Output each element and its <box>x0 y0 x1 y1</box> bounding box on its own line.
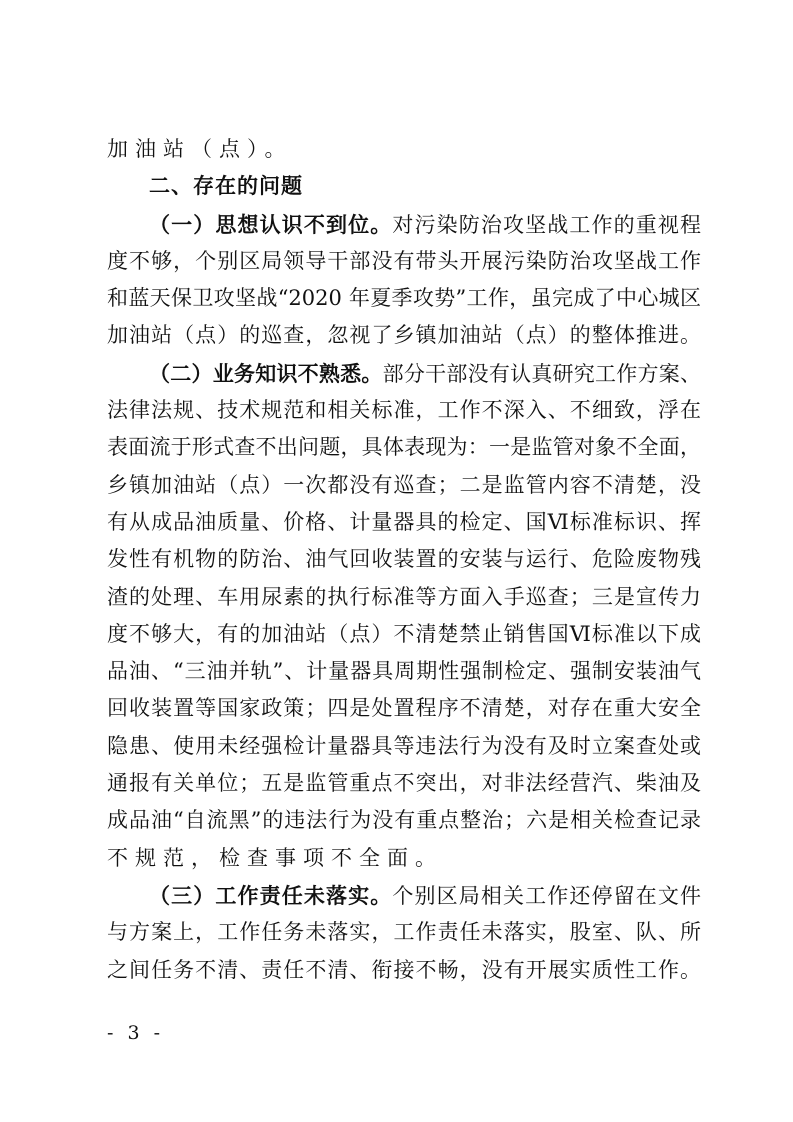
text-line: 发性有机物的防治、油气回收装置的安装与运行、危险废物残 <box>107 547 701 572</box>
section-heading: 二、存在的问题 <box>149 174 303 199</box>
paragraph-lead: （二）业务知识不熟悉。 <box>149 360 383 386</box>
text-line: 之间任务不清、责任不清、衔接不畅，没有开展实质性工作。 <box>107 957 701 982</box>
text: 个别区局相关工作还停留在文件 <box>392 883 701 908</box>
text-line: 通报有关单位；五是监管重点不突出，对非法经营汽、柴油及 <box>107 771 701 796</box>
text-line: 隐患、使用未经强检计量器具等违法行为没有及时立案查处或 <box>107 733 701 758</box>
text-line: 成品油“自流黑”的违法行为没有重点整治；六是相关检查记录 <box>107 808 701 833</box>
text-line: 和蓝天保卫攻坚战“2020 年夏季攻势”工作，虽完成了中心城区 <box>107 286 701 311</box>
text-line: 乡镇加油站（点）一次都没有巡查；二是监管内容不清楚，没 <box>107 472 701 497</box>
text-line: 回收装置等国家政策；四是处置程序不清楚，对存在重大安全 <box>107 696 701 721</box>
text-line: 加油站（点）。 <box>107 137 293 161</box>
text-line: 渣的处理、车用尿素的执行标准等方面入手巡查；三是宣传力 <box>107 584 701 609</box>
page-number: - 3 - <box>107 1022 165 1044</box>
paragraph-3-first-line <box>107 877 701 914</box>
paragraph-1-first-line <box>107 206 701 243</box>
text-line: 品油、“三油并轨”、计量器具周期性强制检定、强制安装油气 <box>107 659 701 684</box>
text-line: 表面流于形式查不出问题，具体表现为：一是监管对象不全面， <box>107 435 701 460</box>
text: 对污染防治攻坚战工作的重视程 <box>392 212 701 237</box>
text-line: 有从成品油质量、价格、计量器具的检定、国Ⅵ标准标识、挥 <box>107 509 701 534</box>
text: 部分干部没有认真研究工作方案、 <box>382 361 701 386</box>
paragraph-lead: （一）思想认识不到位。 <box>149 211 393 237</box>
text-line: 法律法规、技术规范和相关标准，工作不深入、不细致，浮在 <box>107 398 701 423</box>
document-body <box>107 131 701 989</box>
paragraph-2-first-line <box>107 355 701 392</box>
paragraph-lead: （三）工作责任未落实。 <box>149 882 393 908</box>
text-line: 与方案上，工作任务未落实，工作责任未落实，股室、队、所 <box>107 920 701 945</box>
text-line: 不规范，检查事项不全面。 <box>107 845 443 870</box>
text-line: 度不够，个别区局领导干部没有带头开展污染防治攻坚战工作 <box>107 248 701 273</box>
text-line: 加油站（点）的巡查，忽视了乡镇加油站（点）的整体推进。 <box>107 323 701 348</box>
text-line: 度不够大，有的加油站（点）不清楚禁止销售国Ⅵ标准以下成 <box>107 621 701 646</box>
